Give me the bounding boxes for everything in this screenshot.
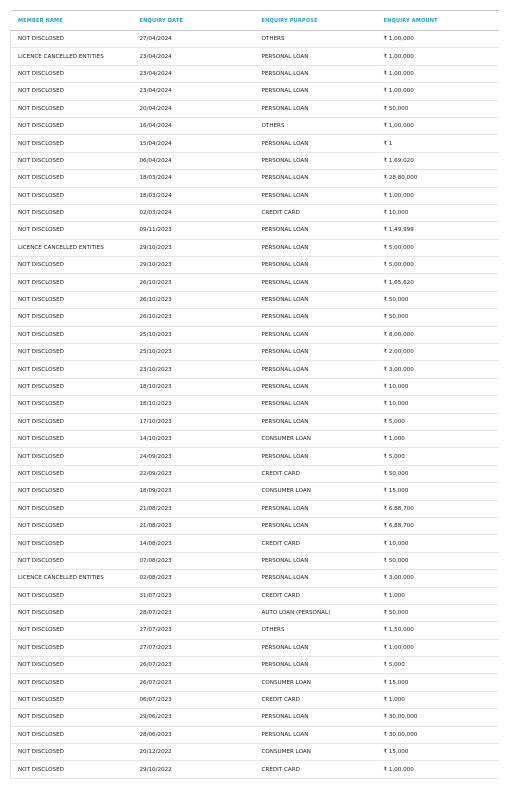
member-name-cell: NOT DISCLOSED <box>11 674 133 691</box>
enquiry-date-cell: 09/11/2023 <box>133 222 255 239</box>
enquiry-amount-cell: ₹ 1,00,000 <box>377 83 499 100</box>
enquiry-amount-cell: ₹ 50,000 <box>377 552 499 569</box>
table-row <box>11 430 499 447</box>
member-name-cell: NOT DISCLOSED <box>11 152 133 169</box>
enquiry-date-cell: 16/04/2024 <box>133 117 255 134</box>
enquiry-date-cell: 18/03/2024 <box>133 170 255 187</box>
member-name-cell: NOT DISCLOSED <box>11 378 133 395</box>
enquiry-date-cell: 02/03/2024 <box>133 204 255 221</box>
header-enquiry-date[interactable]: ENQUIRY DATE <box>133 11 255 31</box>
member-name-cell: NOT DISCLOSED <box>11 483 133 500</box>
table-header <box>11 11 499 31</box>
enquiry-amount-cell: ₹ 50,000 <box>377 604 499 621</box>
enquiry-amount-cell: ₹ 15,000 <box>377 744 499 761</box>
header-enquiry-amount[interactable]: ENQUIRY AMOUNT <box>377 11 499 31</box>
enquiry-amount-cell: ₹ 50,000 <box>377 465 499 482</box>
enquiry-date-cell: 29/10/2022 <box>133 761 255 778</box>
enquiry-purpose-cell: CREDIT CARD <box>255 465 377 482</box>
table-row <box>11 622 499 639</box>
enquiry-purpose-cell: OTHERS <box>255 622 377 639</box>
enquiry-date-cell: 23/04/2024 <box>133 83 255 100</box>
enquiry-date-cell: 26/10/2023 <box>133 291 255 308</box>
enquiry-purpose-cell: PERSONAL LOAN <box>255 326 377 343</box>
enquiry-amount-cell: ₹ 1,000 <box>377 430 499 447</box>
enquiry-amount-cell: ₹ 50,000 <box>377 100 499 117</box>
enquiry-purpose-cell: PERSONAL LOAN <box>255 448 377 465</box>
enquiry-date-cell: 18/03/2024 <box>133 187 255 204</box>
member-name-cell: NOT DISCLOSED <box>11 326 133 343</box>
enquiry-purpose-cell: PERSONAL LOAN <box>255 570 377 587</box>
member-name-cell: NOT DISCLOSED <box>11 500 133 517</box>
enquiry-date-cell: 14/10/2023 <box>133 430 255 447</box>
table-row <box>11 500 499 517</box>
table-row <box>11 48 499 65</box>
enquiry-date-cell: 27/07/2023 <box>133 622 255 639</box>
enquiry-amount-cell: ₹ 50,000 <box>377 309 499 326</box>
table-row <box>11 100 499 117</box>
member-name-cell: NOT DISCLOSED <box>11 257 133 274</box>
table-row <box>11 483 499 500</box>
table-row <box>11 587 499 604</box>
enquiry-date-cell: 18/10/2023 <box>133 378 255 395</box>
enquiry-amount-cell: ₹ 5,000 <box>377 413 499 430</box>
enquiry-date-cell: 20/04/2024 <box>133 100 255 117</box>
enquiry-amount-cell: ₹ 1,00,000 <box>377 187 499 204</box>
member-name-cell: NOT DISCLOSED <box>11 135 133 152</box>
enquiry-date-cell: 23/04/2024 <box>133 48 255 65</box>
enquiry-date-cell: 29/10/2023 <box>133 239 255 256</box>
enquiry-purpose-cell: AUTO LOAN (PERSONAL) <box>255 604 377 621</box>
enquiry-amount-cell: ₹ 1,00,000 <box>377 761 499 778</box>
enquiry-purpose-cell: CREDIT CARD <box>255 535 377 552</box>
table-row <box>11 709 499 726</box>
enquiry-purpose-cell: CONSUMER LOAN <box>255 483 377 500</box>
member-name-cell: NOT DISCLOSED <box>11 517 133 534</box>
enquiry-purpose-cell: PERSONAL LOAN <box>255 187 377 204</box>
enquiry-purpose-cell: PERSONAL LOAN <box>255 378 377 395</box>
enquiry-date-cell: 23/10/2023 <box>133 361 255 378</box>
enquiry-date-cell: 22/09/2023 <box>133 465 255 482</box>
member-name-cell: NOT DISCLOSED <box>11 291 133 308</box>
enquiry-date-cell: 25/10/2023 <box>133 326 255 343</box>
table-row <box>11 535 499 552</box>
enquiry-amount-cell: ₹ 6,88,700 <box>377 500 499 517</box>
table-row <box>11 83 499 100</box>
member-name-cell: NOT DISCLOSED <box>11 361 133 378</box>
member-name-cell: NOT DISCLOSED <box>11 65 133 82</box>
enquiry-date-cell: 07/08/2023 <box>133 552 255 569</box>
enquiry-amount-cell: ₹ 50,000 <box>377 291 499 308</box>
enquiry-date-cell: 29/10/2023 <box>133 257 255 274</box>
enquiry-amount-cell: ₹ 5,000 <box>377 657 499 674</box>
table-row <box>11 761 499 778</box>
enquiry-date-cell: 06/04/2024 <box>133 152 255 169</box>
table-row <box>11 413 499 430</box>
table-body <box>11 31 499 779</box>
enquiry-date-cell: 18/09/2023 <box>133 483 255 500</box>
table-row <box>11 570 499 587</box>
enquiry-purpose-cell: CONSUMER LOAN <box>255 430 377 447</box>
enquiry-amount-cell: ₹ 1,49,999 <box>377 222 499 239</box>
table-row <box>11 396 499 413</box>
member-name-cell: NOT DISCLOSED <box>11 552 133 569</box>
enquiry-date-cell: 26/07/2023 <box>133 674 255 691</box>
enquiry-date-cell: 18/10/2023 <box>133 396 255 413</box>
member-name-cell: NOT DISCLOSED <box>11 204 133 221</box>
enquiry-table-container <box>10 10 498 779</box>
enquiry-purpose-cell: PERSONAL LOAN <box>255 517 377 534</box>
table-row <box>11 222 499 239</box>
member-name-cell: NOT DISCLOSED <box>11 639 133 656</box>
enquiry-purpose-cell: PERSONAL LOAN <box>255 83 377 100</box>
enquiry-amount-cell: ₹ 1,00,000 <box>377 65 499 82</box>
enquiry-amount-cell: ₹ 1,65,620 <box>377 274 499 291</box>
member-name-cell: NOT DISCLOSED <box>11 535 133 552</box>
enquiry-amount-cell: ₹ 1,000 <box>377 691 499 708</box>
table-row <box>11 744 499 761</box>
member-name-cell: NOT DISCLOSED <box>11 222 133 239</box>
member-name-cell: NOT DISCLOSED <box>11 170 133 187</box>
table-row <box>11 257 499 274</box>
table-row <box>11 448 499 465</box>
enquiry-amount-cell: ₹ 10,000 <box>377 535 499 552</box>
member-name-cell: NOT DISCLOSED <box>11 744 133 761</box>
enquiry-amount-cell: ₹ 1,69,020 <box>377 152 499 169</box>
enquiry-amount-cell: ₹ 8,00,000 <box>377 326 499 343</box>
enquiry-date-cell: 28/07/2023 <box>133 604 255 621</box>
table-row <box>11 239 499 256</box>
table-row <box>11 326 499 343</box>
enquiry-amount-cell: ₹ 15,000 <box>377 674 499 691</box>
table-row <box>11 674 499 691</box>
table-row <box>11 135 499 152</box>
enquiry-date-cell: 06/07/2023 <box>133 691 255 708</box>
member-name-cell: NOT DISCLOSED <box>11 274 133 291</box>
enquiry-date-cell: 21/08/2023 <box>133 517 255 534</box>
table-row <box>11 604 499 621</box>
table-row <box>11 187 499 204</box>
member-name-cell: NOT DISCLOSED <box>11 726 133 743</box>
table-header-row <box>11 11 499 31</box>
enquiry-amount-cell: ₹ 3,00,000 <box>377 570 499 587</box>
enquiry-date-cell: 21/08/2023 <box>133 500 255 517</box>
enquiry-date-cell: 15/04/2024 <box>133 135 255 152</box>
member-name-cell: LICENCE CANCELLED ENTITIES <box>11 239 133 256</box>
member-name-cell: NOT DISCLOSED <box>11 396 133 413</box>
enquiry-purpose-cell: PERSONAL LOAN <box>255 100 377 117</box>
enquiry-date-cell: 17/10/2023 <box>133 413 255 430</box>
table-row <box>11 65 499 82</box>
table-row <box>11 204 499 221</box>
enquiry-purpose-cell: PERSONAL LOAN <box>255 361 377 378</box>
enquiry-amount-cell: ₹ 5,000 <box>377 448 499 465</box>
enquiry-date-cell: 24/09/2023 <box>133 448 255 465</box>
member-name-cell: NOT DISCLOSED <box>11 413 133 430</box>
enquiry-purpose-cell: PERSONAL LOAN <box>255 222 377 239</box>
enquiry-date-cell: 27/04/2024 <box>133 31 255 48</box>
table-row <box>11 309 499 326</box>
table-row <box>11 465 499 482</box>
enquiry-purpose-cell: OTHERS <box>255 117 377 134</box>
enquiry-purpose-cell: CREDIT CARD <box>255 204 377 221</box>
table-row <box>11 517 499 534</box>
member-name-cell: NOT DISCLOSED <box>11 691 133 708</box>
table-row <box>11 639 499 656</box>
enquiry-date-cell: 29/06/2023 <box>133 709 255 726</box>
enquiry-purpose-cell: PERSONAL LOAN <box>255 135 377 152</box>
member-name-cell: NOT DISCLOSED <box>11 31 133 48</box>
enquiry-amount-cell: ₹ 2,00,000 <box>377 344 499 361</box>
enquiry-purpose-cell: CONSUMER LOAN <box>255 744 377 761</box>
enquiry-amount-cell: ₹ 15,000 <box>377 483 499 500</box>
enquiry-date-cell: 26/07/2023 <box>133 657 255 674</box>
enquiry-amount-cell: ₹ 10,000 <box>377 396 499 413</box>
enquiry-amount-cell: ₹ 5,00,000 <box>377 257 499 274</box>
enquiry-amount-cell: ₹ 30,00,000 <box>377 726 499 743</box>
enquiry-purpose-cell: PERSONAL LOAN <box>255 170 377 187</box>
enquiry-purpose-cell: PERSONAL LOAN <box>255 639 377 656</box>
enquiry-purpose-cell: PERSONAL LOAN <box>255 291 377 308</box>
enquiry-date-cell: 28/06/2023 <box>133 726 255 743</box>
table-row <box>11 378 499 395</box>
member-name-cell: NOT DISCLOSED <box>11 465 133 482</box>
member-name-cell: NOT DISCLOSED <box>11 309 133 326</box>
member-name-cell: NOT DISCLOSED <box>11 344 133 361</box>
enquiry-date-cell: 20/12/2022 <box>133 744 255 761</box>
enquiry-purpose-cell: PERSONAL LOAN <box>255 274 377 291</box>
table-row <box>11 152 499 169</box>
enquiry-purpose-cell: PERSONAL LOAN <box>255 152 377 169</box>
enquiry-amount-cell: ₹ 1,000 <box>377 587 499 604</box>
enquiry-date-cell: 31/07/2023 <box>133 587 255 604</box>
enquiry-amount-cell: ₹ 1,00,000 <box>377 48 499 65</box>
member-name-cell: NOT DISCLOSED <box>11 622 133 639</box>
member-name-cell: LICENCE CANCELLED ENTITIES <box>11 570 133 587</box>
header-member-name[interactable]: MEMBER NAME <box>11 11 133 31</box>
enquiry-date-cell: 25/10/2023 <box>133 344 255 361</box>
enquiry-date-cell: 27/07/2023 <box>133 639 255 656</box>
table-row <box>11 170 499 187</box>
table-row <box>11 552 499 569</box>
table-row <box>11 117 499 134</box>
enquiry-date-cell: 23/04/2024 <box>133 65 255 82</box>
member-name-cell: NOT DISCLOSED <box>11 448 133 465</box>
enquiry-amount-cell: ₹ 3,00,000 <box>377 361 499 378</box>
member-name-cell: NOT DISCLOSED <box>11 709 133 726</box>
enquiry-purpose-cell: PERSONAL LOAN <box>255 709 377 726</box>
enquiry-purpose-cell: PERSONAL LOAN <box>255 657 377 674</box>
enquiry-date-cell: 26/10/2023 <box>133 274 255 291</box>
enquiry-amount-cell: ₹ 1,00,000 <box>377 117 499 134</box>
enquiry-amount-cell: ₹ 28,80,000 <box>377 170 499 187</box>
enquiry-purpose-cell: PERSONAL LOAN <box>255 257 377 274</box>
enquiry-purpose-cell: CREDIT CARD <box>255 691 377 708</box>
enquiry-purpose-cell: PERSONAL LOAN <box>255 65 377 82</box>
member-name-cell: NOT DISCLOSED <box>11 604 133 621</box>
table-row <box>11 361 499 378</box>
enquiry-amount-cell: ₹ 1,00,000 <box>377 31 499 48</box>
enquiry-amount-cell: ₹ 1 <box>377 135 499 152</box>
enquiry-amount-cell: ₹ 6,88,700 <box>377 517 499 534</box>
member-name-cell: NOT DISCLOSED <box>11 761 133 778</box>
member-name-cell: NOT DISCLOSED <box>11 587 133 604</box>
enquiry-table <box>10 10 499 779</box>
table-row <box>11 691 499 708</box>
enquiry-amount-cell: ₹ 30,00,000 <box>377 709 499 726</box>
enquiry-purpose-cell: CREDIT CARD <box>255 587 377 604</box>
table-row <box>11 657 499 674</box>
enquiry-purpose-cell: PERSONAL LOAN <box>255 239 377 256</box>
table-row <box>11 31 499 48</box>
table-row <box>11 274 499 291</box>
enquiry-purpose-cell: PERSONAL LOAN <box>255 500 377 517</box>
member-name-cell: NOT DISCLOSED <box>11 657 133 674</box>
enquiry-purpose-cell: PERSONAL LOAN <box>255 726 377 743</box>
enquiry-amount-cell: ₹ 1,50,000 <box>377 622 499 639</box>
member-name-cell: NOT DISCLOSED <box>11 117 133 134</box>
enquiry-date-cell: 02/08/2023 <box>133 570 255 587</box>
enquiry-purpose-cell: OTHERS <box>255 31 377 48</box>
member-name-cell: NOT DISCLOSED <box>11 83 133 100</box>
member-name-cell: LICENCE CANCELLED ENTITIES <box>11 48 133 65</box>
enquiry-amount-cell: ₹ 1,00,000 <box>377 639 499 656</box>
enquiry-amount-cell: ₹ 10,000 <box>377 204 499 221</box>
enquiry-amount-cell: ₹ 10,000 <box>377 378 499 395</box>
enquiry-purpose-cell: PERSONAL LOAN <box>255 396 377 413</box>
member-name-cell: NOT DISCLOSED <box>11 100 133 117</box>
enquiry-purpose-cell: PERSONAL LOAN <box>255 48 377 65</box>
member-name-cell: NOT DISCLOSED <box>11 187 133 204</box>
table-row <box>11 344 499 361</box>
enquiry-date-cell: 14/08/2023 <box>133 535 255 552</box>
enquiry-purpose-cell: PERSONAL LOAN <box>255 413 377 430</box>
enquiry-purpose-cell: PERSONAL LOAN <box>255 552 377 569</box>
table-row <box>11 291 499 308</box>
member-name-cell: NOT DISCLOSED <box>11 430 133 447</box>
enquiry-purpose-cell: CREDIT CARD <box>255 761 377 778</box>
table-row <box>11 726 499 743</box>
enquiry-purpose-cell: CONSUMER LOAN <box>255 674 377 691</box>
enquiry-purpose-cell: PERSONAL LOAN <box>255 344 377 361</box>
enquiry-date-cell: 26/10/2023 <box>133 309 255 326</box>
enquiry-purpose-cell: PERSONAL LOAN <box>255 309 377 326</box>
header-enquiry-purpose[interactable]: ENQUIRY PURPOSE <box>255 11 377 31</box>
enquiry-amount-cell: ₹ 5,00,000 <box>377 239 499 256</box>
